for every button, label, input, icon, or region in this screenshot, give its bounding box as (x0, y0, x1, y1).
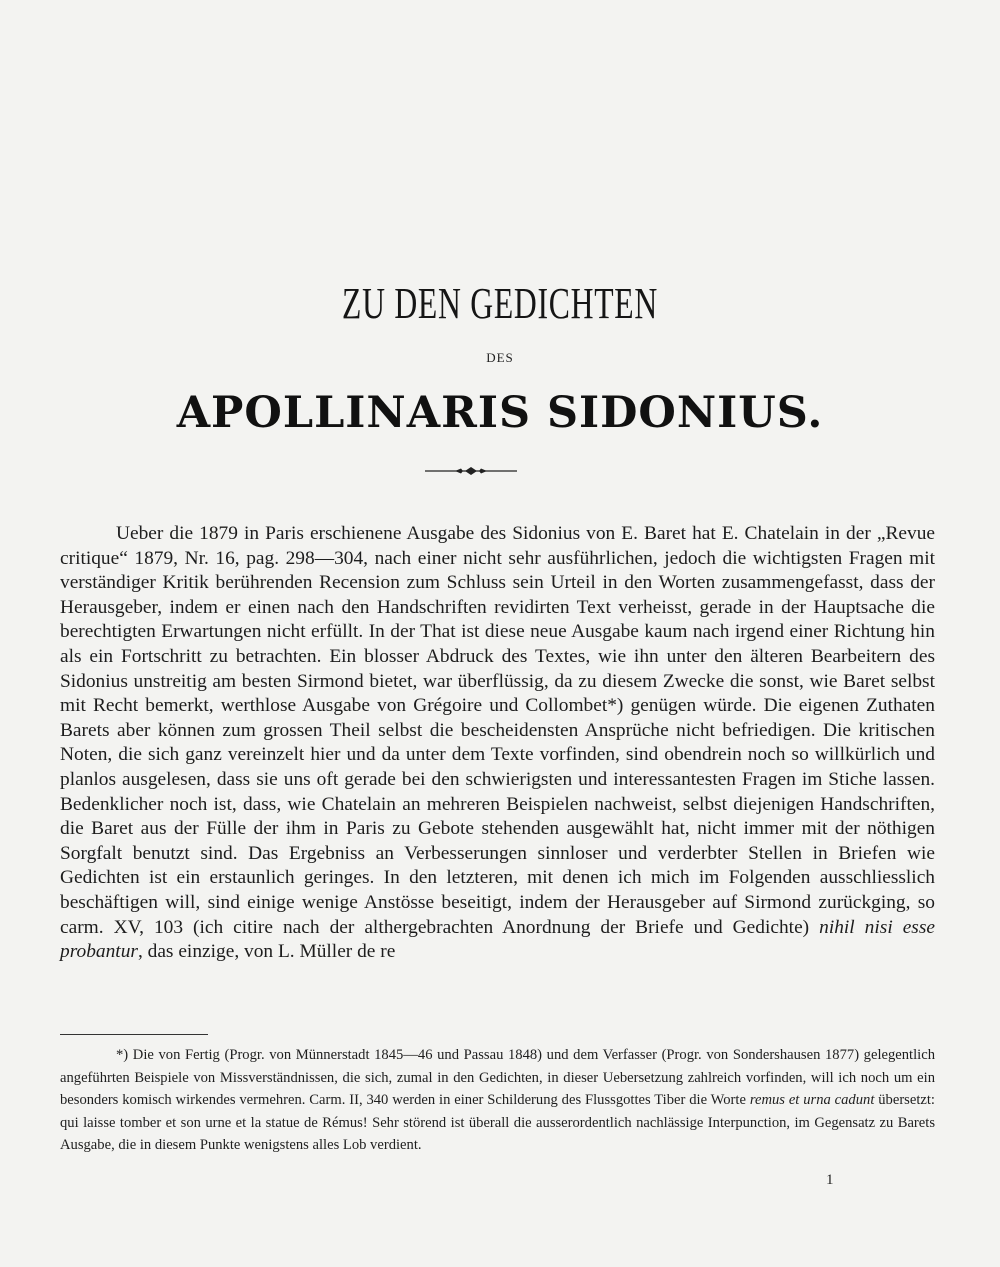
page-title-connector: DES (486, 350, 514, 365)
footnote-text: *) Die von Fertig (Progr. von Münnerstadt 1845—46 und Passau 1848) und dem Verfasser (Progr. von Sondershausen 1877) gelegentlich angeführten Beispiele von Missverständnissen, die sich, zumal in den Gedichten, in dieser Uebersetzung zahlreich vorfinden, will ich noch um ein besonders komisch wirkendes vermehren. Carm. II, 340 werden in einer Schilderung des Flussgottes Tiber die Worte (60, 1047, 935, 1109)
body-paragraph (60, 522, 935, 965)
footnote-divider (60, 1034, 208, 1035)
body-emphasis: nihil nisi esse probantur (60, 916, 935, 963)
ornament-divider (425, 464, 517, 478)
body-text: Ueber die 1879 in Paris erschienene Ausgabe des Sidonius von E. Baret hat E. Chatelain in der „Revue critique“ 1879, Nr. 16, pag. 298—304, nach einer nicht sehr ausführlichen, jedoch die wichtigsten Fragen mit verständiger Kritik berührenden Recension zum Schluss sein Urteil in den Worten zusammengefasst, dass der Herausgeber, indem er einen nach den Handschriften revidirten Text verheisst, gerade in der Hauptsache die berechtigten Erwartungen nicht erfüllt. In der That ist diese neue Ausgabe kaum nach irgend einer Richtung hin als ein Fortschritt zu betrachten. Ein blosser Abdruck des Textes, wie ihn unter den älteren Bearbeitern des Sidonius unstreitig am besten Sirmond bietet, war überflüssig, da zu diesem Zwecke die sonst, wie Baret selbst mit Recht bemerkt, werthlose Ausgabe von Grégoire und Collombet*) genügen würde. Die eigenen Zuthaten Barets aber können zum grossen Theil selbst die bescheidensten Ansprüche nicht befriedigen. Die kritischen Noten, die sich ganz vereinzelt hier und da unter dem Texte vorfinden, sind obendrein noch so willkürlich und planlos ausgelesen, dass sie uns oft gerade bei den schwierigsten und interessantesten Fragen im Stiche lassen. Bedenklicher noch ist, dass, wie Chatelain an mehreren Beispielen nachweist, selbst diejenigen Handschriften, die Baret aus der Fülle der ihm in Paris zu Gebote stehenden ausgewählt hat, nicht immer mit der nöthigen Sorgfalt benutzt sind. Das Ergebniss an Verbesserungen sinnloser und verderbter Stellen in Briefen wie Gedichten ist ein erstaunlich geringes. In den letzteren, mit denen ich mich im Folgenden ausschliesslich beschäftigen will, sind einige wenige Anstösse beseitigt, indem der Herausgeber auf Sirmond zurückging, so carm. XV, 103 (ich citire nach der althergebrachten Anordnung der Briefe und Gedichte) (60, 523, 935, 938)
page-title-line-2: APOLLINARIS SIDONIUS. (176, 388, 824, 438)
footnote (60, 1044, 935, 1157)
footnote-paragraph (60, 1044, 935, 1157)
footnote-text-end: übersetzt: qui laisse tomber et son urne et la statue de Rémus! Sehr störend ist überall die ausserordentlich nachlässige Interpunction, im Gegensatz zu Barets Ausgabe, die in diesem Punkte wenigstens alles Lob verdient. (60, 1092, 935, 1154)
body-text-end: , das einzige, von L. Müller de re (137, 941, 396, 963)
page-title-line-1: ZU DEN GEDICHTEN (342, 279, 658, 328)
main-text (60, 522, 935, 965)
page-number: 1 (826, 1172, 834, 1188)
footnote-emphasis: remus et urna cadunt (749, 1092, 875, 1109)
